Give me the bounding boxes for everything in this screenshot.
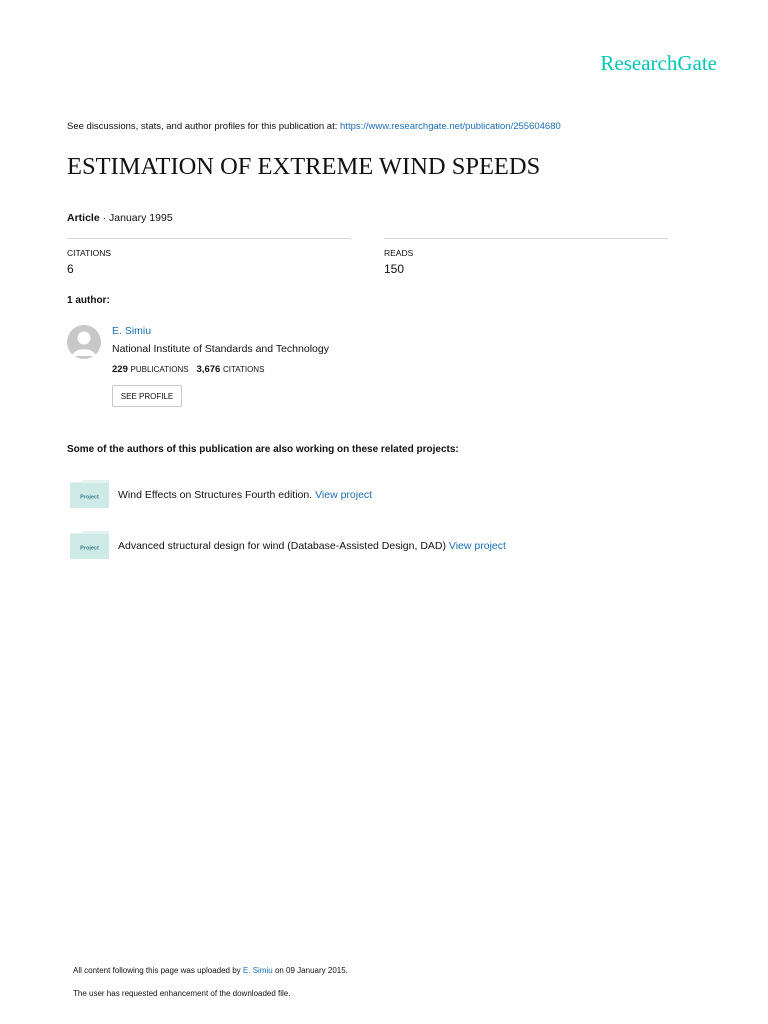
publication-url-link[interactable]: https://www.researchgate.net/publication/255604680	[340, 121, 561, 132]
see-profile-button[interactable]: SEE PROFILE	[112, 385, 182, 407]
author-citations-count: 3,676	[196, 364, 221, 375]
view-project-link[interactable]: View project	[448, 540, 506, 552]
reads-label: READS	[384, 248, 414, 258]
author-name-link[interactable]: E. Simiu	[112, 325, 152, 337]
intro-text: See discussions, stats, and author profiles for this publication at:	[67, 121, 338, 132]
author-stats	[112, 364, 264, 375]
meta-separator: ·	[99, 212, 110, 224]
reads-value: 150	[384, 262, 405, 276]
project-icon-label: Project	[80, 494, 99, 501]
enhancement-note: The user has requested enhancement of the downloaded file.	[73, 989, 291, 998]
citations-label: CITATIONS	[67, 248, 112, 258]
upload-notice	[73, 966, 348, 975]
publication-meta	[67, 212, 173, 224]
reads-divider	[384, 238, 668, 239]
author-publications-label: PUBLICATIONS	[130, 365, 189, 374]
related-projects-heading: Some of the authors of this publication are also working on these related projects:	[67, 444, 459, 455]
project-item	[118, 540, 506, 552]
project-title: Wind Effects on Structures Fourth edition.	[118, 489, 313, 501]
author-citations-label: CITATIONS	[222, 365, 265, 374]
project-item	[118, 489, 372, 501]
publication-date: January 1995	[109, 212, 173, 224]
project-folder-icon[interactable]	[70, 480, 109, 508]
project-title: Advanced structural design for wind (Database-Assisted Design, DAD)	[118, 540, 446, 552]
researchgate-logo[interactable]: ResearchGate	[600, 51, 717, 75]
upload-prefix: All content following this page was uploaded by	[73, 966, 241, 975]
author-institution: National Institute of Standards and Technology	[112, 343, 329, 355]
authors-heading: 1 author:	[67, 295, 110, 306]
author-avatar-icon[interactable]	[67, 325, 101, 359]
author-publications-count: 229	[112, 364, 128, 375]
view-project-link[interactable]: View project	[315, 489, 373, 501]
citations-divider	[67, 238, 351, 239]
publication-title: ESTIMATION OF EXTREME WIND SPEEDS	[67, 153, 541, 180]
citations-value: 6	[67, 262, 74, 276]
project-folder-icon[interactable]	[70, 531, 109, 559]
uploader-link[interactable]: E. Simiu	[242, 966, 273, 975]
upload-suffix: on 09 January 2015.	[274, 966, 348, 975]
project-icon-label: Project	[80, 545, 99, 552]
publication-type: Article	[67, 212, 100, 224]
intro-line	[67, 121, 561, 132]
